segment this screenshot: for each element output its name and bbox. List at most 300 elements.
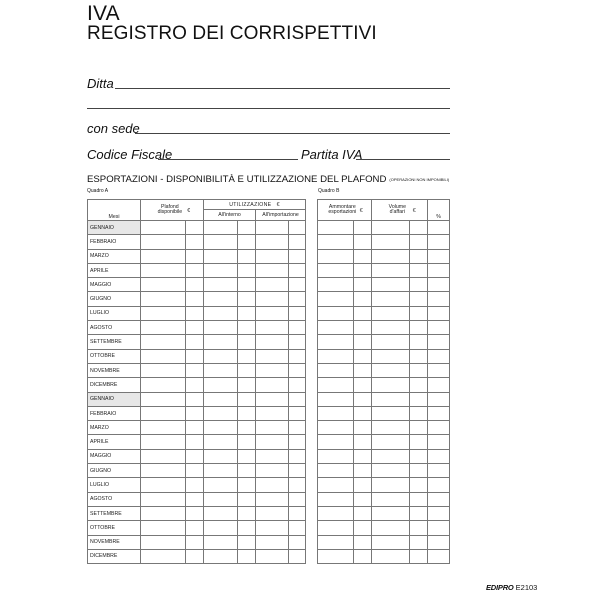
entry-cell[interactable] bbox=[428, 235, 450, 249]
entry-cell[interactable] bbox=[372, 349, 410, 363]
table-row bbox=[318, 464, 450, 478]
entry-cell[interactable] bbox=[141, 521, 186, 535]
entry-cell[interactable] bbox=[141, 406, 186, 420]
entry-cell[interactable] bbox=[318, 349, 354, 363]
entry-cell[interactable] bbox=[204, 378, 238, 392]
entry-cell[interactable] bbox=[410, 535, 428, 549]
month-cell: MARZO bbox=[88, 249, 141, 263]
entry-cell[interactable] bbox=[238, 292, 256, 306]
entry-cell[interactable] bbox=[141, 492, 186, 506]
entry-cell[interactable] bbox=[141, 392, 186, 406]
entry-cell[interactable] bbox=[372, 478, 410, 492]
entry-cell[interactable] bbox=[289, 363, 306, 377]
entry-cell[interactable] bbox=[204, 235, 238, 249]
table-row bbox=[88, 306, 306, 320]
entry-cell[interactable] bbox=[238, 378, 256, 392]
entry-cell[interactable] bbox=[141, 378, 186, 392]
entry-cell[interactable] bbox=[318, 464, 354, 478]
entry-cell[interactable] bbox=[318, 392, 354, 406]
entry-cell[interactable] bbox=[238, 221, 256, 235]
entry-cell[interactable] bbox=[141, 235, 186, 249]
entry-cell[interactable] bbox=[186, 292, 204, 306]
col-plafond bbox=[141, 200, 204, 221]
entry-cell[interactable] bbox=[141, 464, 186, 478]
entry-cell[interactable] bbox=[141, 478, 186, 492]
entry-cell[interactable] bbox=[318, 249, 354, 263]
entry-cell[interactable] bbox=[238, 263, 256, 277]
entry-cell[interactable] bbox=[256, 263, 289, 277]
entry-cell[interactable] bbox=[354, 292, 372, 306]
entry-cell[interactable] bbox=[354, 349, 372, 363]
entry-cell[interactable] bbox=[318, 521, 354, 535]
entry-cell[interactable] bbox=[238, 449, 256, 463]
month-cell: DICEMBRE bbox=[88, 549, 141, 563]
entry-cell[interactable] bbox=[372, 221, 410, 235]
entry-cell[interactable] bbox=[238, 435, 256, 449]
entry-cell[interactable] bbox=[256, 235, 289, 249]
entry-cell[interactable] bbox=[372, 335, 410, 349]
entry-cell[interactable] bbox=[256, 506, 289, 520]
entry-cell[interactable] bbox=[238, 521, 256, 535]
table-row bbox=[318, 392, 450, 406]
entry-cell[interactable] bbox=[289, 221, 306, 235]
entry-cell[interactable] bbox=[410, 335, 428, 349]
entry-cell[interactable] bbox=[289, 263, 306, 277]
entry-cell[interactable] bbox=[289, 292, 306, 306]
entry-cell[interactable] bbox=[238, 421, 256, 435]
entry-cell[interactable] bbox=[238, 235, 256, 249]
entry-cell[interactable] bbox=[204, 449, 238, 463]
entry-cell[interactable] bbox=[354, 221, 372, 235]
entry-cell[interactable] bbox=[428, 535, 450, 549]
entry-cell[interactable] bbox=[256, 492, 289, 506]
table-row bbox=[88, 421, 306, 435]
entry-cell[interactable] bbox=[410, 292, 428, 306]
entry-cell[interactable] bbox=[289, 478, 306, 492]
entry-cell[interactable] bbox=[141, 249, 186, 263]
entry-cell[interactable] bbox=[354, 306, 372, 320]
entry-cell[interactable] bbox=[410, 435, 428, 449]
entry-cell[interactable] bbox=[204, 263, 238, 277]
entry-cell[interactable] bbox=[318, 478, 354, 492]
entry-cell[interactable] bbox=[410, 363, 428, 377]
entry-cell[interactable] bbox=[238, 549, 256, 563]
entry-cell[interactable] bbox=[410, 449, 428, 463]
entry-cell[interactable] bbox=[354, 506, 372, 520]
entry-cell[interactable] bbox=[372, 549, 410, 563]
entry-cell[interactable] bbox=[238, 464, 256, 478]
entry-cell[interactable] bbox=[204, 464, 238, 478]
entry-cell[interactable] bbox=[204, 221, 238, 235]
entry-cell[interactable] bbox=[141, 506, 186, 520]
entry-cell[interactable] bbox=[354, 421, 372, 435]
entry-cell[interactable] bbox=[372, 292, 410, 306]
entry-cell[interactable] bbox=[372, 449, 410, 463]
entry-cell[interactable] bbox=[372, 392, 410, 406]
entry-cell[interactable] bbox=[256, 378, 289, 392]
entry-cell[interactable] bbox=[318, 321, 354, 335]
entry-cell[interactable] bbox=[318, 449, 354, 463]
entry-cell[interactable] bbox=[354, 492, 372, 506]
entry-cell[interactable] bbox=[428, 221, 450, 235]
entry-cell[interactable] bbox=[238, 321, 256, 335]
entry-cell[interactable] bbox=[354, 263, 372, 277]
entry-cell[interactable] bbox=[289, 406, 306, 420]
entry-cell[interactable] bbox=[354, 464, 372, 478]
entry-cell[interactable] bbox=[428, 406, 450, 420]
entry-cell[interactable] bbox=[372, 249, 410, 263]
entry-cell[interactable] bbox=[372, 363, 410, 377]
col-utilizzazione-label: UTILIZZAZIONE bbox=[229, 201, 272, 208]
col-percent: % bbox=[428, 200, 450, 221]
entry-cell[interactable] bbox=[428, 449, 450, 463]
entry-cell[interactable] bbox=[428, 506, 450, 520]
entry-cell[interactable] bbox=[186, 392, 204, 406]
entry-cell[interactable] bbox=[238, 392, 256, 406]
entry-cell[interactable] bbox=[186, 349, 204, 363]
entry-cell[interactable] bbox=[256, 249, 289, 263]
entry-cell[interactable] bbox=[186, 221, 204, 235]
entry-cell[interactable] bbox=[238, 335, 256, 349]
entry-cell[interactable] bbox=[354, 378, 372, 392]
ditta-line[interactable] bbox=[115, 88, 450, 89]
entry-cell[interactable] bbox=[318, 221, 354, 235]
entry-cell[interactable] bbox=[372, 521, 410, 535]
entry-cell[interactable] bbox=[289, 278, 306, 292]
entry-cell[interactable] bbox=[141, 549, 186, 563]
entry-cell[interactable] bbox=[372, 506, 410, 520]
month-cell: FEBBRAIO bbox=[88, 235, 141, 249]
entry-cell[interactable] bbox=[256, 535, 289, 549]
entry-cell[interactable] bbox=[204, 335, 238, 349]
entry-cell[interactable] bbox=[410, 306, 428, 320]
entry-cell[interactable] bbox=[428, 421, 450, 435]
entry-cell[interactable] bbox=[186, 492, 204, 506]
entry-cell[interactable] bbox=[428, 321, 450, 335]
entry-cell[interactable] bbox=[186, 406, 204, 420]
entry-cell[interactable] bbox=[428, 464, 450, 478]
ditta-line-2[interactable] bbox=[87, 108, 450, 109]
entry-cell[interactable] bbox=[238, 249, 256, 263]
entry-cell[interactable] bbox=[289, 378, 306, 392]
entry-cell[interactable] bbox=[289, 321, 306, 335]
entry-cell[interactable] bbox=[256, 321, 289, 335]
table-row bbox=[88, 506, 306, 520]
entry-cell[interactable] bbox=[141, 435, 186, 449]
entry-cell[interactable] bbox=[256, 464, 289, 478]
entry-cell[interactable] bbox=[256, 221, 289, 235]
entry-cell[interactable] bbox=[428, 292, 450, 306]
entry-cell[interactable] bbox=[204, 478, 238, 492]
entry-cell[interactable] bbox=[318, 306, 354, 320]
table-row bbox=[88, 235, 306, 249]
entry-cell[interactable] bbox=[238, 306, 256, 320]
entry-cell[interactable] bbox=[141, 221, 186, 235]
entry-cell[interactable] bbox=[318, 421, 354, 435]
entry-cell[interactable] bbox=[289, 549, 306, 563]
entry-cell[interactable] bbox=[410, 406, 428, 420]
entry-cell[interactable] bbox=[141, 363, 186, 377]
col-importazione: All'importazione bbox=[256, 210, 306, 221]
entry-cell[interactable] bbox=[410, 349, 428, 363]
entry-cell[interactable] bbox=[186, 263, 204, 277]
entry-cell[interactable] bbox=[410, 392, 428, 406]
entry-cell[interactable] bbox=[186, 306, 204, 320]
entry-cell[interactable] bbox=[428, 349, 450, 363]
table-row bbox=[88, 478, 306, 492]
entry-cell[interactable] bbox=[354, 363, 372, 377]
month-cell: LUGLIO bbox=[88, 478, 141, 492]
table-row bbox=[318, 435, 450, 449]
entry-cell[interactable] bbox=[410, 235, 428, 249]
entry-cell[interactable] bbox=[256, 406, 289, 420]
entry-cell[interactable] bbox=[428, 521, 450, 535]
entry-cell[interactable] bbox=[204, 406, 238, 420]
entry-cell[interactable] bbox=[256, 349, 289, 363]
entry-cell[interactable] bbox=[289, 306, 306, 320]
entry-cell[interactable] bbox=[204, 321, 238, 335]
entry-cell[interactable] bbox=[354, 249, 372, 263]
entry-cell[interactable] bbox=[428, 278, 450, 292]
entry-cell[interactable] bbox=[428, 263, 450, 277]
entry-cell[interactable] bbox=[318, 506, 354, 520]
entry-cell[interactable] bbox=[204, 435, 238, 449]
entry-cell[interactable] bbox=[238, 478, 256, 492]
entry-cell[interactable] bbox=[238, 349, 256, 363]
entry-cell[interactable] bbox=[289, 435, 306, 449]
entry-cell[interactable] bbox=[141, 292, 186, 306]
entry-cell[interactable] bbox=[354, 435, 372, 449]
sede-line[interactable] bbox=[135, 133, 450, 134]
col-plafond-currency: € bbox=[187, 207, 191, 214]
entry-cell[interactable] bbox=[186, 278, 204, 292]
entry-cell[interactable] bbox=[372, 263, 410, 277]
entry-cell[interactable] bbox=[289, 464, 306, 478]
entry-cell[interactable] bbox=[289, 421, 306, 435]
entry-cell[interactable] bbox=[186, 549, 204, 563]
entry-cell[interactable] bbox=[372, 378, 410, 392]
entry-cell[interactable] bbox=[372, 235, 410, 249]
entry-cell[interactable] bbox=[410, 492, 428, 506]
entry-cell[interactable] bbox=[354, 449, 372, 463]
entry-cell[interactable] bbox=[141, 335, 186, 349]
entry-cell[interactable] bbox=[318, 292, 354, 306]
entry-cell[interactable] bbox=[289, 535, 306, 549]
entry-cell[interactable] bbox=[428, 378, 450, 392]
entry-cell[interactable] bbox=[428, 478, 450, 492]
entry-cell[interactable] bbox=[318, 549, 354, 563]
entry-cell[interactable] bbox=[238, 506, 256, 520]
entry-cell[interactable] bbox=[372, 464, 410, 478]
entry-cell[interactable] bbox=[204, 535, 238, 549]
entry-cell[interactable] bbox=[238, 278, 256, 292]
entry-cell[interactable] bbox=[428, 335, 450, 349]
table-row bbox=[318, 521, 450, 535]
table-row bbox=[318, 263, 450, 277]
entry-cell[interactable] bbox=[289, 335, 306, 349]
entry-cell[interactable] bbox=[256, 335, 289, 349]
entry-cell[interactable] bbox=[318, 492, 354, 506]
entry-cell[interactable] bbox=[354, 521, 372, 535]
entry-cell[interactable] bbox=[318, 535, 354, 549]
entry-cell[interactable] bbox=[410, 278, 428, 292]
entry-cell[interactable] bbox=[410, 249, 428, 263]
entry-cell[interactable] bbox=[141, 421, 186, 435]
entry-cell[interactable] bbox=[410, 321, 428, 335]
entry-cell[interactable] bbox=[204, 363, 238, 377]
entry-cell[interactable] bbox=[186, 464, 204, 478]
entry-cell[interactable] bbox=[354, 478, 372, 492]
entry-cell[interactable] bbox=[410, 221, 428, 235]
entry-cell[interactable] bbox=[204, 349, 238, 363]
entry-cell[interactable] bbox=[186, 506, 204, 520]
entry-cell[interactable] bbox=[354, 321, 372, 335]
entry-cell[interactable] bbox=[318, 263, 354, 277]
entry-cell[interactable] bbox=[289, 392, 306, 406]
entry-cell[interactable] bbox=[186, 378, 204, 392]
quadro-b-label: Quadro B bbox=[318, 188, 340, 194]
entry-cell[interactable] bbox=[410, 549, 428, 563]
publisher-brand: EDIPRO bbox=[486, 583, 514, 592]
entry-cell[interactable] bbox=[238, 406, 256, 420]
entry-cell[interactable] bbox=[204, 249, 238, 263]
entry-cell[interactable] bbox=[410, 478, 428, 492]
entry-cell[interactable] bbox=[256, 306, 289, 320]
month-cell: APRILE bbox=[88, 435, 141, 449]
entry-cell[interactable] bbox=[410, 421, 428, 435]
codice-fiscale-line[interactable] bbox=[158, 159, 298, 160]
entry-cell[interactable] bbox=[318, 435, 354, 449]
entry-cell[interactable] bbox=[256, 292, 289, 306]
month-cell: OTTOBRE bbox=[88, 521, 141, 535]
entry-cell[interactable] bbox=[318, 335, 354, 349]
entry-cell[interactable] bbox=[428, 306, 450, 320]
entry-cell[interactable] bbox=[204, 549, 238, 563]
entry-cell[interactable] bbox=[428, 549, 450, 563]
table-row bbox=[318, 278, 450, 292]
entry-cell[interactable] bbox=[256, 449, 289, 463]
entry-cell[interactable] bbox=[289, 249, 306, 263]
entry-cell[interactable] bbox=[204, 521, 238, 535]
entry-cell[interactable] bbox=[141, 321, 186, 335]
entry-cell[interactable] bbox=[428, 363, 450, 377]
entry-cell[interactable] bbox=[372, 321, 410, 335]
entry-cell[interactable] bbox=[372, 535, 410, 549]
entry-cell[interactable] bbox=[141, 278, 186, 292]
entry-cell[interactable] bbox=[141, 263, 186, 277]
entry-cell[interactable] bbox=[372, 435, 410, 449]
month-cell: MARZO bbox=[88, 421, 141, 435]
entry-cell[interactable] bbox=[289, 506, 306, 520]
entry-cell[interactable] bbox=[410, 263, 428, 277]
entry-cell[interactable] bbox=[256, 435, 289, 449]
entry-cell[interactable] bbox=[289, 492, 306, 506]
entry-cell[interactable] bbox=[428, 435, 450, 449]
entry-cell[interactable] bbox=[204, 492, 238, 506]
entry-cell[interactable] bbox=[318, 278, 354, 292]
entry-cell[interactable] bbox=[410, 521, 428, 535]
entry-cell[interactable] bbox=[204, 392, 238, 406]
entry-cell[interactable] bbox=[186, 321, 204, 335]
entry-cell[interactable] bbox=[256, 421, 289, 435]
entry-cell[interactable] bbox=[372, 421, 410, 435]
entry-cell[interactable] bbox=[289, 349, 306, 363]
entry-cell[interactable] bbox=[186, 421, 204, 435]
entry-cell[interactable] bbox=[410, 464, 428, 478]
entry-cell[interactable] bbox=[204, 506, 238, 520]
entry-cell[interactable] bbox=[372, 492, 410, 506]
entry-cell[interactable] bbox=[354, 392, 372, 406]
entry-cell[interactable] bbox=[354, 335, 372, 349]
entry-cell[interactable] bbox=[141, 535, 186, 549]
month-cell: SETTEMBRE bbox=[88, 506, 141, 520]
entry-cell[interactable] bbox=[256, 521, 289, 535]
entry-cell[interactable] bbox=[428, 492, 450, 506]
entry-cell[interactable] bbox=[289, 449, 306, 463]
entry-cell[interactable] bbox=[289, 521, 306, 535]
entry-cell[interactable] bbox=[256, 392, 289, 406]
entry-cell[interactable] bbox=[428, 392, 450, 406]
entry-cell[interactable] bbox=[428, 249, 450, 263]
entry-cell[interactable] bbox=[318, 406, 354, 420]
entry-cell[interactable] bbox=[256, 549, 289, 563]
entry-cell[interactable] bbox=[141, 306, 186, 320]
entry-cell[interactable] bbox=[186, 235, 204, 249]
entry-cell[interactable] bbox=[186, 335, 204, 349]
entry-cell[interactable] bbox=[141, 349, 186, 363]
table-row bbox=[318, 363, 450, 377]
table-row bbox=[318, 421, 450, 435]
entry-cell[interactable] bbox=[186, 449, 204, 463]
entry-cell[interactable] bbox=[410, 506, 428, 520]
entry-cell[interactable] bbox=[354, 278, 372, 292]
entry-cell[interactable] bbox=[289, 235, 306, 249]
section-title-text: ESPORTAZIONI - DISPONIBILITÀ E UTILIZZAZIONE DEL PLAFOND bbox=[87, 174, 387, 185]
entry-cell[interactable] bbox=[372, 306, 410, 320]
entry-cell[interactable] bbox=[372, 406, 410, 420]
entry-cell[interactable] bbox=[372, 278, 410, 292]
entry-cell[interactable] bbox=[186, 478, 204, 492]
entry-cell[interactable] bbox=[354, 535, 372, 549]
partita-iva-line[interactable] bbox=[356, 159, 450, 160]
entry-cell[interactable] bbox=[204, 278, 238, 292]
entry-cell[interactable] bbox=[186, 535, 204, 549]
entry-cell[interactable] bbox=[256, 363, 289, 377]
entry-cell[interactable] bbox=[256, 478, 289, 492]
entry-cell[interactable] bbox=[256, 278, 289, 292]
entry-cell[interactable] bbox=[354, 406, 372, 420]
entry-cell[interactable] bbox=[186, 521, 204, 535]
entry-cell[interactable] bbox=[186, 363, 204, 377]
entry-cell[interactable] bbox=[186, 435, 204, 449]
entry-cell[interactable] bbox=[410, 378, 428, 392]
entry-cell[interactable] bbox=[318, 378, 354, 392]
entry-cell[interactable] bbox=[318, 363, 354, 377]
entry-cell[interactable] bbox=[204, 421, 238, 435]
entry-cell[interactable] bbox=[204, 306, 238, 320]
entry-cell[interactable] bbox=[204, 292, 238, 306]
entry-cell[interactable] bbox=[141, 449, 186, 463]
entry-cell[interactable] bbox=[186, 249, 204, 263]
entry-cell[interactable] bbox=[354, 235, 372, 249]
month-cell: NOVEMBRE bbox=[88, 363, 141, 377]
entry-cell[interactable] bbox=[238, 535, 256, 549]
entry-cell[interactable] bbox=[318, 235, 354, 249]
entry-cell[interactable] bbox=[354, 549, 372, 563]
entry-cell[interactable] bbox=[238, 492, 256, 506]
table-row bbox=[88, 221, 306, 235]
entry-cell[interactable] bbox=[238, 363, 256, 377]
